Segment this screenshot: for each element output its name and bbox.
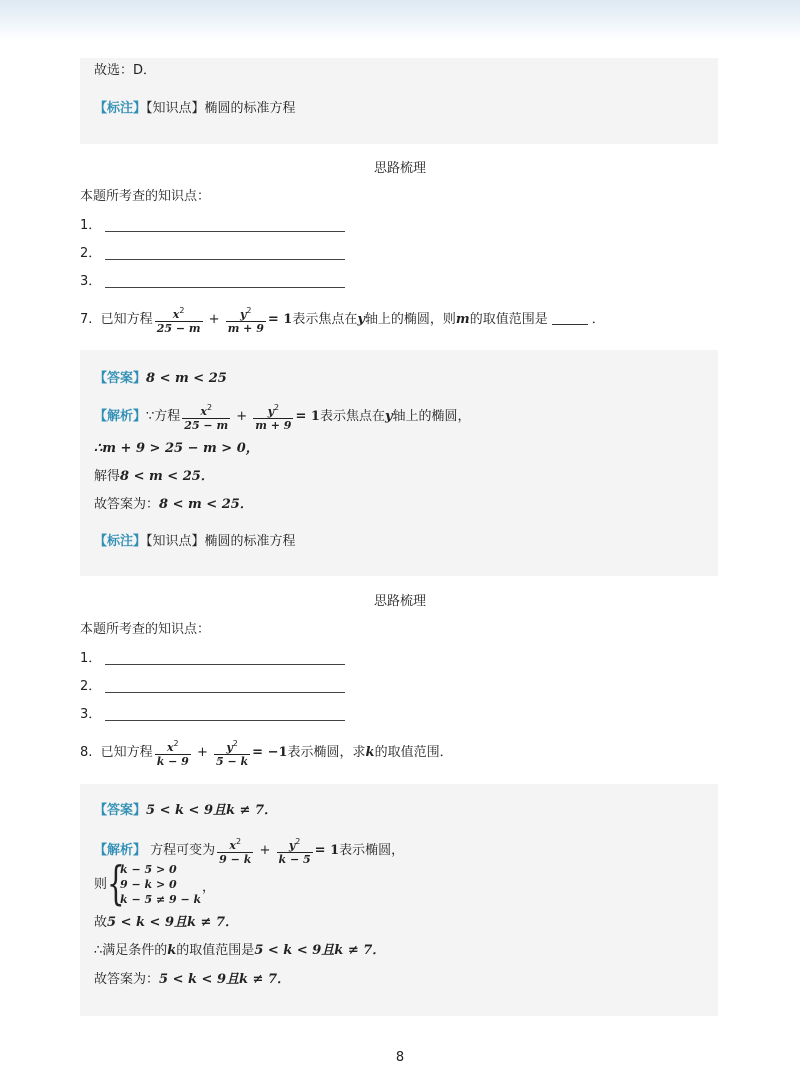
review-blank-row[interactable]: 2． [80,678,345,696]
analysis-7-step-1: ∴m + 9 > 25 − m > 0， [94,441,259,456]
previous-tag [94,100,296,118]
fill-blank-line[interactable] [105,273,345,288]
review-blank-row[interactable]: 3． [80,273,345,291]
fill-blank-line[interactable] [105,706,345,721]
previous-conclusion: 故选：D． [94,63,157,78]
tag-7: 【标注】【知识点】椭圆的标准方程 [94,534,296,549]
analysis-7-step-2: 解得8 < m < 25． [94,469,214,484]
fill-blank-line[interactable] [105,217,345,232]
question-8: 8. 已知方程 $\frac{x^2}{k - 9}$ + $\frac{y^2}{5 - k}$ = −1表示椭圆，求k的取值范围． [80,739,453,768]
analysis-7: 【解析】∵方程 $\frac{x^2}{25 - m}$ + $\frac{y^2}{m + 9}$ = 1表示焦点在y轴上的椭圆， [94,403,471,432]
review-blank-row[interactable]: 1． [80,650,345,668]
analysis-8-step-3: 故答案为：5 < k < 9且k ≠ 7． [94,972,290,987]
question-7: 7. 已知方程 $\frac{x^2}{25 - m}$ + $\frac{y^2}{m + 9}$ = 1表示焦点在y轴上的椭圆，则m的取值范围是 ． [80,306,605,335]
answer-blank[interactable] [552,310,588,325]
analysis-8-step-2: ∴满足条件的k的取值范围是5 < k < 9且k ≠ 7． [94,943,386,958]
fraction: $\frac{y^2}{m + 9}$ [227,306,264,335]
left-brace: { [107,856,125,910]
review-intro-2: 本题所考查的知识点： [80,622,211,637]
analysis-8-step-1: 故5 < k < 9且k ≠ 7． [94,915,238,930]
page-number: 8 [395,1050,405,1065]
fraction: $\frac{x^2}{25 - m}$ [156,306,201,335]
fill-blank-line[interactable] [105,245,345,260]
review-intro-1: 本题所考查的知识点： [80,189,211,204]
analysis-7-step-3: 故答案为：8 < m < 25． [94,497,253,512]
review-heading-2: 思路梳理 [373,594,426,609]
tag-text: 【知识点】椭圆的标准方程 [146,101,296,116]
review-heading-1: 思路梳理 [373,161,426,176]
page-top-band [0,0,800,40]
answer-8: 【答案】5 < k < 9且k ≠ 7． [94,803,277,818]
tag-label: 【标注】 [94,101,147,116]
review-blank-row[interactable]: 1． [80,217,345,235]
fill-blank-line[interactable] [105,650,345,665]
fraction: $\frac{y^2}{5 - k}$ [216,739,249,768]
fraction: $\frac{x^2}{k - 9}$ [156,739,189,768]
review-blank-row[interactable]: 2． [80,245,345,263]
review-blank-row[interactable]: 3． [80,706,345,724]
analysis-8: 【解析】 方程可变为 $\frac{x^2}{9 - k}$ + $\frac{y^2}{k - 5}$ = 1表示椭圆， [94,837,405,866]
fill-blank-line[interactable] [105,678,345,693]
answer-7: 【答案】8 < m < 25 [94,371,227,386]
